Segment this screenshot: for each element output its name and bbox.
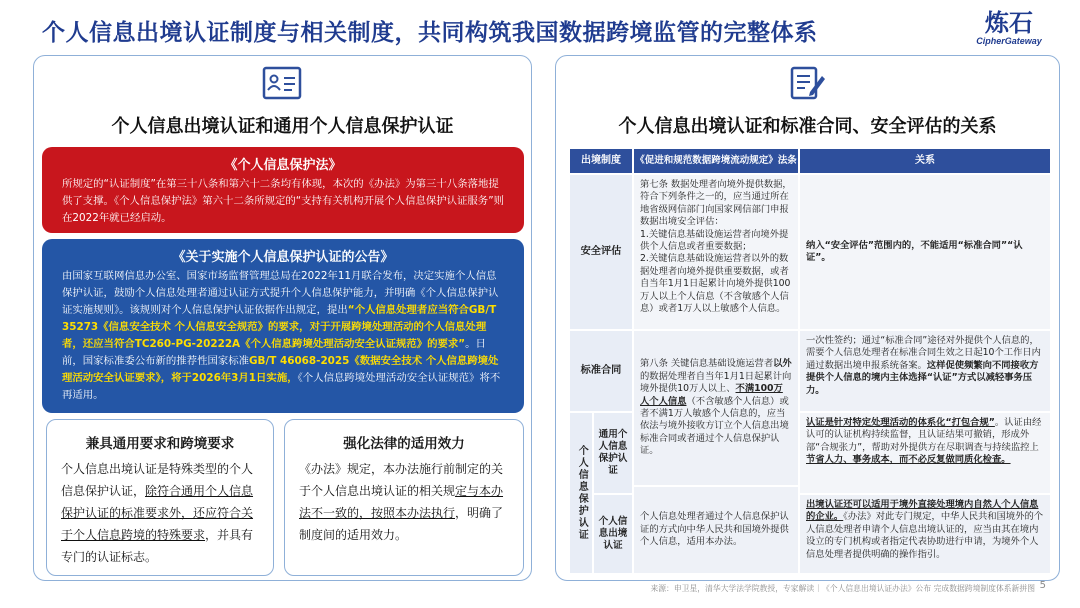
cross-border-cert-law-cell: 个人信息处理者通过个人信息保护认证的方式向中华人民共和国境外提供个人信息，适用本办法。	[634, 487, 798, 573]
safety-relation-cell: 纳入“安全评估”范围内的，不能适用“标准合同”“认证”。	[800, 175, 1050, 329]
document-edit-icon	[788, 64, 826, 102]
contract-relation-cell	[800, 331, 1050, 411]
row-label-cross-border-cert: 个人信息出境认证	[594, 495, 632, 573]
pipl-box-text: 所规定的“认证制度”在第三十八条和第六十二条均有体现，本次的《办法》为第三十八条落地提供了支撑。《个人信息保护法》第六十二条所规定的“支持有关机构开展个人信息保护认证服务”则在2022年就已经启动。	[62, 178, 504, 224]
row-label-general-cert: 通用个人信息保护认证	[594, 413, 632, 493]
general-cert-relation-text: 。认证由经认可的认证机构持续监督，且认证结果可撤销，形成外部“合规张力”，帮助对外提供方在尽职调查与持续监控上	[806, 417, 1042, 453]
card-b-text	[285, 452, 523, 546]
card-b-underline: 定与本办法不一致的，按照本办法执行	[299, 484, 504, 520]
general-and-cross-border-card	[46, 419, 274, 576]
card-a-text-2: ，并具有专门的认证标志。	[61, 528, 254, 564]
card-b-title: 强化法律的适用效力	[343, 436, 465, 452]
contract-law-text-2: 的数据处理者自当年1月1日起累计向境外提供10万人以上、	[640, 370, 792, 395]
id-card-icon	[262, 66, 302, 100]
cross-border-cert-relation-text: 《办法》对此专门规定，中华人民共和国境外的个人信息处理者申请个人信息出境认证的，应当由其在境内设立的专门机构或者指定代表协助进行申请，为境外个人信息处理者提供明确的操作指引。	[806, 511, 1044, 560]
right-panel	[555, 55, 1060, 581]
right-panel-heading: 个人信息出境认证和标准合同、安全评估的关系	[618, 116, 997, 137]
row-label-contract: 标准合同	[570, 331, 632, 411]
contract-law-text-3: （不含敏感个人信息）或者不满1万人敏感个人信息的，应当依法与境外接收方订立个人信息出境标准合同或者通过个人信息保护认证。	[640, 395, 789, 457]
general-cert-relation-bold: 认证是针对特定处理活动的体系化“打包合规”	[806, 417, 995, 428]
pipl-box-title: 《个人信息保护法》	[224, 158, 342, 173]
contract-relation-bold: 这样促使频繁向不同接收方提供个人信息的境内主体选择“认证”方式以减轻事务压力。	[806, 359, 1039, 396]
card-b-text-1: 《办法》规定，本办法施行前制定的关于个人信息出境认证的相关规	[299, 462, 504, 498]
card-a-title: 兼具通用要求和跨境要求	[85, 436, 235, 452]
contract-law-bold: 以外	[773, 358, 792, 370]
announcement-box	[42, 239, 524, 413]
announcement-text-3: 《个人信息跨境处理活动安全认证规范》将不再适用。	[62, 372, 501, 401]
left-panel-heading: 个人信息出境认证和通用个人信息保护认证	[111, 116, 454, 137]
contract-law-underline: 不满100万人个人信息	[640, 383, 783, 407]
general-cert-relation-bold-2: 节省人力、事务成本，而不必反复做同质化检查。	[806, 454, 1011, 466]
contract-law-text-1: 第八条 关键信息基础设施运营者	[640, 358, 774, 370]
cross-border-cert-relation-cell	[800, 495, 1050, 573]
announcement-box-title: 《关于实施个人信息保护认证的公告》	[172, 250, 394, 265]
pipl-box	[42, 147, 524, 233]
announcement-highlight-2: GB/T 46068-2025《数据安全技术 个人信息跨境处理活动安全认证要求》，将于2026年3月1日实施，	[62, 355, 499, 384]
cross-border-cert-relation-bold: 出境认证还可以适用于境外直接处理境内自然人个人信息的企业。	[806, 499, 1039, 523]
card-b-text-2: ，明确了制度间的适用效力。	[299, 506, 504, 542]
page-number: 5	[1039, 580, 1046, 591]
safety-law-item-2: 2.关键信息基础设施运营者以外的数据处理者向境外提供重要数据，或者自当年1月1日起累计向境外提供100万人以上个人信息（不含敏感个人信息）或者1万人以上敏感个人信息。	[640, 253, 791, 315]
announcement-text-2: 。日前，国家标准委公布新的推荐性国家标准	[62, 338, 486, 367]
general-cert-relation-cell	[800, 413, 1050, 493]
logo-subtitle: CipherGateway	[976, 36, 1042, 46]
announcement-highlight-1: “个人信息处理者应当符合GB/T 35273《信息安全技术 个人信息安全规范》的要求，对于开展跨境处理活动的个人信息处理者，还应当符合TC260-PG-20222A《个人信息跨境处理活动安全认证规范》的要求”	[62, 304, 497, 350]
page-title: 个人信息出境认证制度与相关制度，共同构筑我国数据跨境监管的完整体系	[42, 20, 818, 46]
row-label-safety: 安全评估	[570, 175, 632, 329]
table-header-law: 《促进和规范数据跨境流动规定》法条	[634, 149, 798, 173]
announcement-box-text	[42, 265, 524, 404]
legal-effect-card	[284, 419, 524, 576]
safety-law-intro: 第七条 数据处理者向境外提供数据，符合下列条件之一的，应当通过所在地省级网信部门向国家网信部门申报数据出境安全评估：	[640, 179, 792, 228]
relation-table	[570, 149, 1050, 575]
card-a-underline: 除符合通用个人信息保护认证的标准要求外，还应符合关于个人信息跨境的特殊要求	[61, 484, 254, 542]
contract-law-cell	[634, 331, 798, 485]
safety-law-item-1: 1.关键信息基础设施运营者向境外提供个人信息或者重要数据；	[640, 228, 789, 253]
announcement-text-1: 由国家互联网信息办公室、国家市场监督管理总局在2022年11月联合发布，决定实施个人信息保护认证，鼓励个人信息处理者通过认证方式提升个人信息保护能力，并明确《个人信息保护认证实施规则》。该规则对个人信息保护认证依据作出规定，提出	[62, 270, 499, 316]
contract-relation-text: 一次性签约；通过“标准合同”途径对外提供个人信息的，需要个人信息处理者在标准合同生效之日起10个工作日内通过数据出境申报系统备案。	[806, 335, 1041, 371]
card-a-text	[47, 452, 273, 568]
logo-mark: 炼石	[985, 9, 1033, 37]
source-footer: 来源：申卫星，清华大学法学院教授，专家解读｜《个人信息出境认证办法》公布 完成数据跨境制度体系新拼图	[650, 584, 1035, 593]
card-a-text-1: 个人信息出境认证是特殊类型的个人信息保护认证，	[61, 462, 254, 498]
brand-logo	[964, 10, 1054, 46]
table-header-relation: 关系	[800, 149, 1050, 173]
safety-law-cell	[634, 175, 798, 329]
row-label-certification: 个人信息保护认证	[570, 413, 592, 573]
table-header-system: 出境制度	[570, 149, 632, 173]
left-panel	[33, 55, 532, 581]
